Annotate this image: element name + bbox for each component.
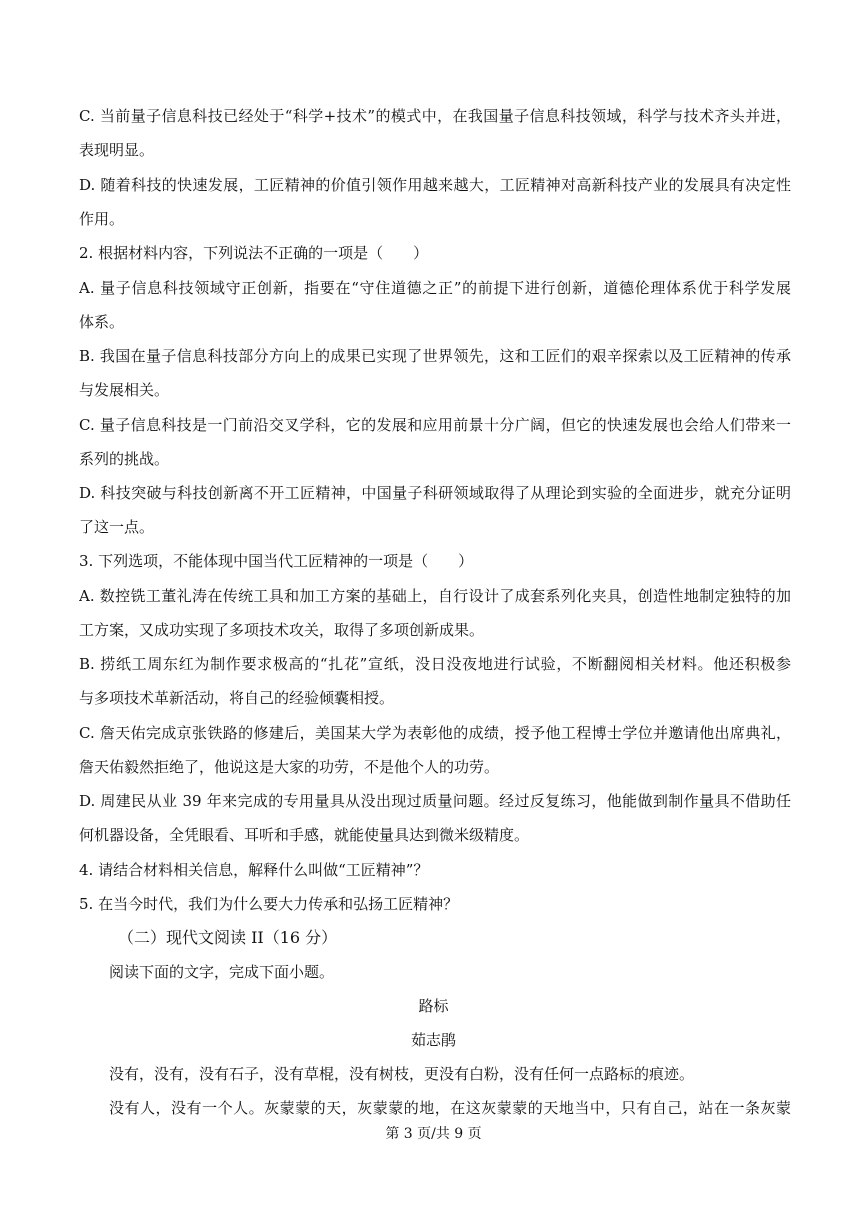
question-4: 4. 请结合材料相关信息，解释什么叫做“工匠精神”？ bbox=[79, 861, 429, 879]
q2-option-c-line-1: C. 量子信息科技是一门前沿交叉学科，它的发展和应用前景十分广阔，但它的快速发展也会给人们带来一 bbox=[79, 416, 791, 434]
q3-option-b-line-2: 与多项技术革新活动，将自己的经验倾囊相授。 bbox=[79, 689, 395, 707]
question-5: 5. 在当今时代，我们为什么要大力传承和弘扬工匠精神？ bbox=[79, 895, 459, 913]
q3-option-b-line-1: B. 捞纸工周东红为制作要求极高的“扎花”宣纸，没日没夜地进行试验，不断翻阅相关材料。他还积极参 bbox=[79, 655, 791, 673]
article-title: 路标 bbox=[418, 997, 449, 1015]
q2-option-a-line-1: A. 量子信息科技领域守正创新，指要在“守住道德之正”的前提下进行创新，道德伦理体系优于科学发展 bbox=[79, 279, 791, 297]
q2-option-d-line-1: D. 科技突破与科技创新离不开工匠精神，中国量子科研领域取得了从理论到实验的全面进步，就充分证明 bbox=[79, 484, 791, 502]
q3-option-d-line-1: D. 周建民从业 39 年来完成的专用量具从没出现过质量问题。经过反复练习，他能做到制作量具不借助任 bbox=[79, 792, 791, 810]
q2-option-c-line-2: 系列的挑战。 bbox=[79, 450, 170, 468]
reading-instruction: 阅读下面的文字，完成下面小题。 bbox=[109, 963, 335, 981]
option-c-line-1: C. 当前量子信息科技已经处于“科学+技术”的模式中，在我国量子信息科技领域，科学与技术齐头并进， bbox=[79, 107, 791, 125]
q2-option-a-line-2: 体系。 bbox=[79, 313, 125, 331]
question-2: 2. 根据材料内容，下列说法不正确的一项是（ ） bbox=[79, 244, 429, 262]
page-footer: 第 3 页/共 9 页 bbox=[385, 1126, 482, 1142]
q3-option-a-line-2: 工方案，又成功实现了多项技术攻关，取得了多项创新成果。 bbox=[79, 621, 485, 639]
q2-option-b-line-2: 与发展相关。 bbox=[79, 381, 170, 399]
article-paragraph-1: 没有，没有，没有石子，没有草棍，没有树枝，更没有白粉，没有任何一点路标的痕迹。 bbox=[109, 1065, 695, 1083]
option-c-line-2: 表现明显。 bbox=[79, 141, 155, 159]
q3-option-c-line-1: C. 詹天佑完成京张铁路的修建后，美国某大学为表彰他的成绩，授予他工程博士学位并邀请他出席典礼， bbox=[79, 724, 791, 742]
q2-option-b-line-1: B. 我国在量子信息科技部分方向上的成果已实现了世界领先，这和工匠们的艰辛探索以及工匠精神的传承 bbox=[79, 347, 791, 365]
article-paragraph-2: 没有人，没有一个人。灰蒙蒙的天，灰蒙蒙的地，在这灰蒙蒙的天地当中，只有自己，站在一条灰蒙 bbox=[109, 1099, 791, 1117]
option-d-line-1: D. 随着科技的快速发展，工匠精神的价值引领作用越来越大，工匠精神对高新科技产业的发展具有决定性 bbox=[79, 176, 791, 194]
q3-option-d-line-2: 何机器设备，全凭眼看、耳听和手感，就能使量具达到微米级精度。 bbox=[79, 826, 530, 844]
section-heading: （二）现代文阅读 II（16 分） bbox=[118, 928, 338, 947]
article-author: 茹志鹃 bbox=[410, 1031, 456, 1049]
option-d-line-2: 作用。 bbox=[79, 210, 125, 228]
question-3: 3. 下列选项，不能体现中国当代工匠精神的一项是（ ） bbox=[79, 552, 474, 570]
q3-option-c-line-2: 詹天佑毅然拒绝了，他说这是大家的功劳，不是他个人的功劳。 bbox=[79, 758, 500, 776]
q3-option-a-line-1: A. 数控铣工董礼涛在传统工具和加工方案的基础上，自行设计了成套系列化夹具，创造性地制定独特的加 bbox=[79, 587, 791, 605]
q2-option-d-line-2: 了这一点。 bbox=[79, 518, 155, 536]
